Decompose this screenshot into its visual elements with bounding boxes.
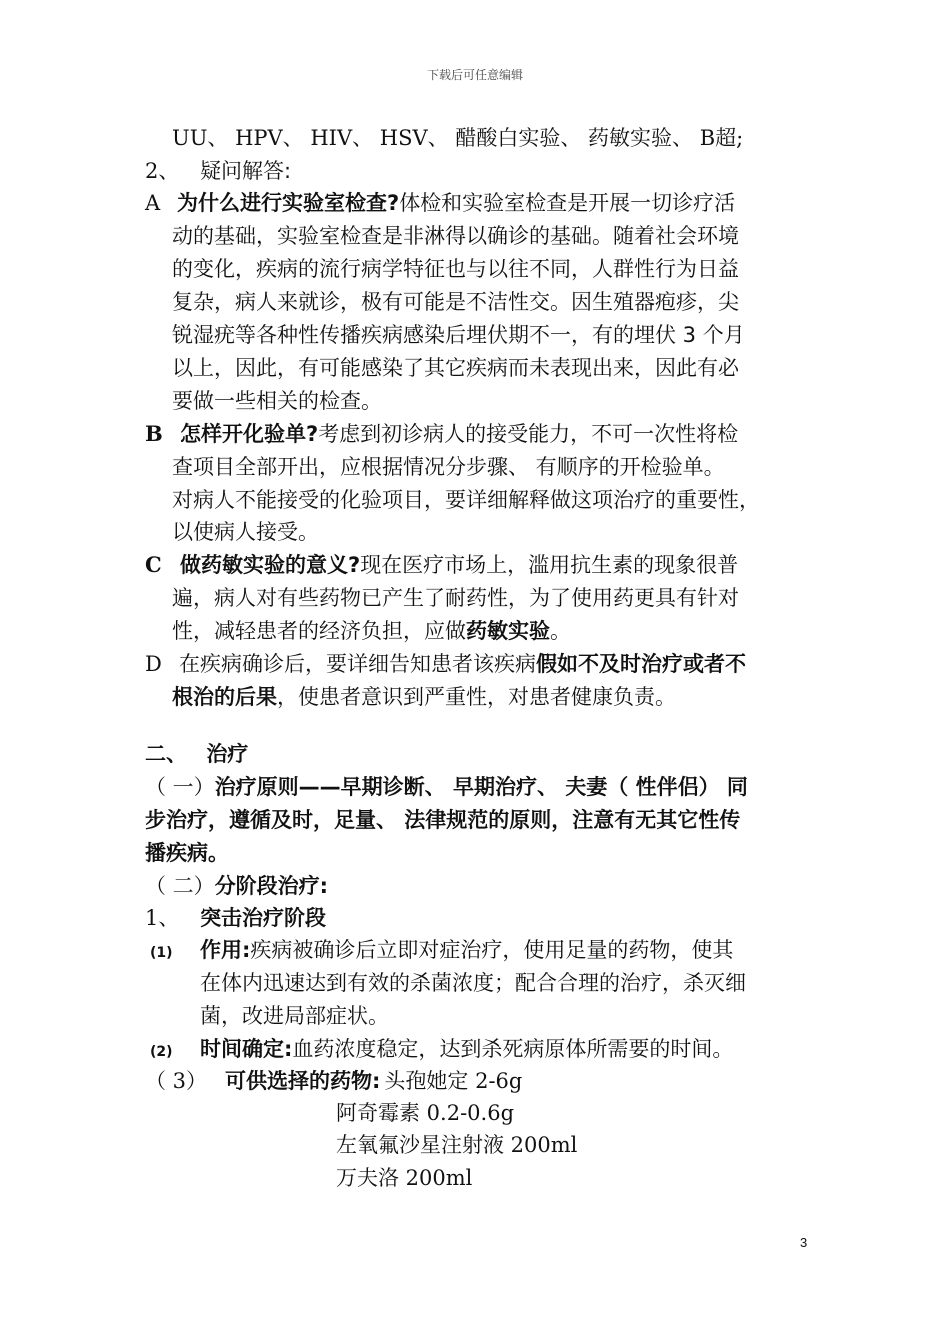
qa-a-line: 锐湿疣等各种性传播疾病感染后埋伏期不一，有的埋伏 3 个月 bbox=[172, 323, 745, 347]
item-2-label: 时间确定: bbox=[200, 1037, 293, 1061]
qa-c-answer: 现在医疗市场上，滥用抗生素的现象很普 bbox=[360, 553, 739, 577]
qa-b-answer: 考虑到初诊病人的接受能力，不可一次性将检 bbox=[318, 422, 739, 446]
qa-a-answer: 体检和实验室检查是开展一切诊疗活 bbox=[399, 191, 736, 215]
qa-c-line: 遍，病人对有些药物已产生了耐药性，为了使用药更具有针对 bbox=[172, 586, 739, 610]
stage-number: 1、 bbox=[145, 906, 180, 930]
qa-d-first-line bbox=[145, 650, 746, 678]
item-1-first-line bbox=[150, 936, 733, 967]
drug-option: 万夫洛 200ml bbox=[336, 1166, 473, 1190]
qa-a-question: 为什么进行实验室检查? bbox=[177, 191, 400, 215]
qa-c-text: 性，减轻患者的经济负担，应做 bbox=[172, 619, 466, 643]
principle-line: 播疾病。 bbox=[145, 841, 229, 865]
page-header: 下载后可任意编辑 bbox=[426, 68, 523, 82]
phased-marker: （ 二） bbox=[145, 874, 215, 898]
principle-first-line bbox=[145, 773, 748, 801]
item-3-line bbox=[145, 1067, 522, 1095]
qa-a-marker: A bbox=[145, 191, 161, 215]
phased-heading bbox=[145, 872, 328, 900]
qa-b-line: 查项目全部开出，应根据情况分步骤、 有顺序的开检验单。 bbox=[172, 455, 725, 479]
phased-text: 分阶段治疗: bbox=[214, 874, 329, 898]
qa-c-first-line bbox=[145, 551, 738, 579]
qa-a-line: 以上，因此，有可能感染了其它疾病而未表现出来，因此有必 bbox=[172, 356, 739, 380]
principle-line: 步治疗，遵循及时，足量、 法律规范的原则，注意有无其它性传 bbox=[145, 808, 741, 832]
qa-d-text: 在疾病确诊后，要详细告知患者该疾病 bbox=[179, 652, 536, 676]
qa-a-line: 动的基础，实验室检查是非淋得以确诊的基础。随着社会环境 bbox=[172, 224, 739, 248]
subsection-heading bbox=[145, 157, 291, 185]
section-heading bbox=[145, 740, 248, 768]
qa-a-first-line bbox=[145, 189, 735, 217]
drug-option: 阿奇霉素 0.2-0.6g bbox=[336, 1101, 515, 1125]
qa-c-line bbox=[172, 617, 571, 645]
qa-d-emphasis-2: 根治的后果 bbox=[172, 685, 277, 709]
item-1-text: 疾病被确诊后立即对症治疗，使用足量的药物，使其 bbox=[250, 938, 734, 962]
subsection-number: 2、 bbox=[145, 159, 180, 183]
qa-b-first-line bbox=[145, 420, 738, 448]
qa-d-emphasis: 假如不及时治疗或者不 bbox=[536, 652, 746, 676]
qa-c-emphasis: 药敏实验 bbox=[466, 619, 550, 643]
item-1-marker: (1) bbox=[150, 945, 173, 961]
item-1-label: 作用: bbox=[200, 938, 251, 962]
drug-option: 左氧氟沙星注射液 200ml bbox=[336, 1133, 578, 1157]
section-number: 二、 bbox=[145, 742, 187, 766]
qa-d-text-2: ，使患者意识到严重性，对患者健康负责。 bbox=[277, 685, 676, 709]
qa-a-line: 复杂，病人来就诊，极有可能是不洁性交。因生殖器疱疹，尖 bbox=[172, 290, 739, 314]
qa-c-marker: C bbox=[145, 552, 162, 577]
test-list-line: UU、 HPV、 HIV、 HSV、 醋酸白实验、 药敏实验、 B超; bbox=[172, 126, 744, 150]
qa-b-line: 以使病人接受。 bbox=[172, 520, 319, 544]
subsection-title: 疑问解答: bbox=[200, 159, 292, 183]
item-1-line: 菌，改进局部症状。 bbox=[200, 1004, 389, 1028]
item-2-text: 血药浓度稳定，达到杀死病原体所需要的时间。 bbox=[292, 1037, 734, 1061]
stage-heading bbox=[145, 904, 326, 932]
stage-title: 突击治疗阶段 bbox=[200, 906, 327, 930]
principle-marker: （ 一） bbox=[145, 775, 215, 799]
qa-a-line: 的变化，疾病的流行病学特征也与以往不同，人群性行为日益 bbox=[172, 257, 739, 281]
item-3-first-drug: 头孢她定 2-6g bbox=[384, 1069, 523, 1093]
principle-text: 治疗原则——早期诊断、 早期治疗、 夫妻（ 性伴侣） 同 bbox=[214, 775, 748, 799]
item-3-label: 可供选择的药物: bbox=[225, 1069, 381, 1093]
item-1-line: 在体内迅速达到有效的杀菌浓度；配合合理的治疗，杀灭细 bbox=[200, 971, 746, 995]
item-2-marker: (2) bbox=[150, 1044, 173, 1060]
qa-d-marker: D bbox=[145, 652, 162, 676]
qa-b-marker: B bbox=[145, 421, 163, 446]
qa-b-line: 对病人不能接受的化验项目，要详细解释做这项治疗的重要性， bbox=[172, 488, 760, 512]
qa-d-line bbox=[172, 683, 676, 711]
qa-c-question: 做药敏实验的意义? bbox=[180, 553, 361, 577]
section-title: 治疗 bbox=[206, 742, 249, 766]
qa-c-text-end: 。 bbox=[550, 619, 571, 643]
item-2-line bbox=[150, 1035, 733, 1066]
page-number: 3 bbox=[800, 1235, 808, 1250]
qa-a-line: 要做一些相关的检查。 bbox=[172, 389, 382, 413]
item-3-marker: （ 3） bbox=[145, 1069, 208, 1093]
qa-b-question: 怎样开化验单? bbox=[180, 422, 319, 446]
